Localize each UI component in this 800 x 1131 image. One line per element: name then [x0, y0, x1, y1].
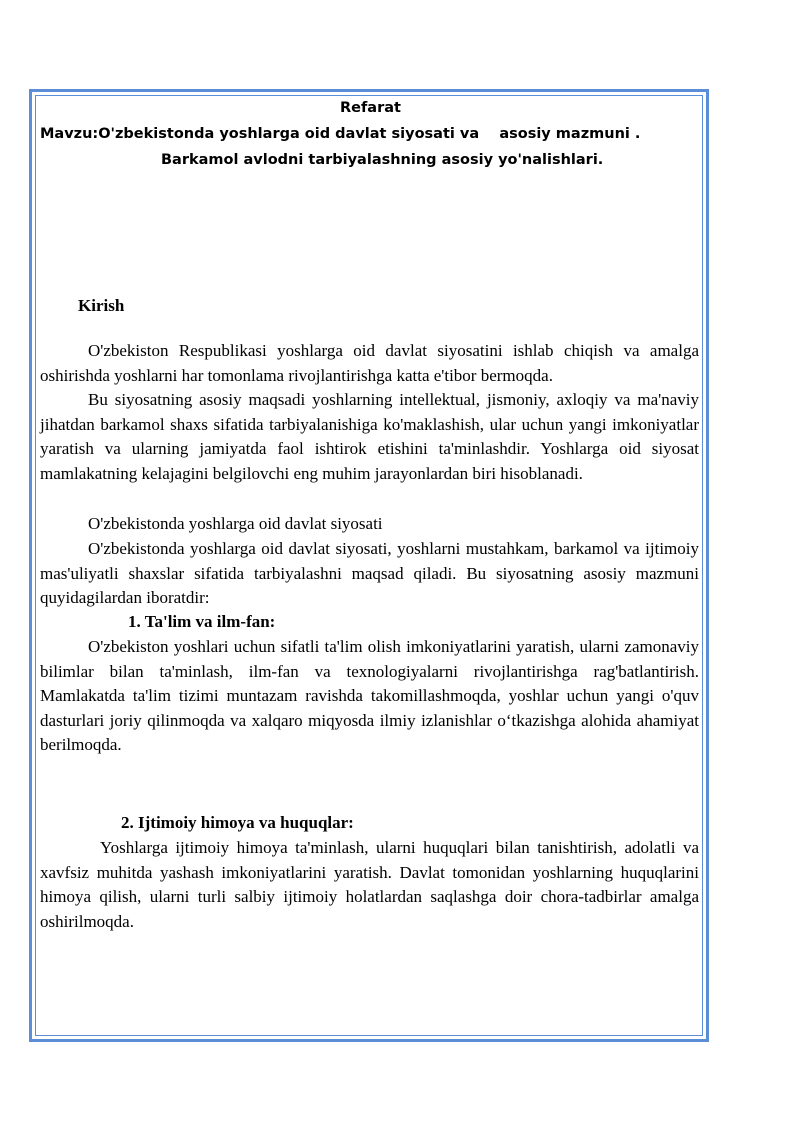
paragraph-1: O'zbekiston Respublikasi yoshlarga oid davlat siyosatini ishlab chiqish va amalga oshirishda yoshlarni har tomonlama rivojlantirishga katta e'tibor bermoqda. — [40, 341, 699, 385]
paragraph-3: O'zbekistonda yoshlarga oid davlat siyosati — [88, 514, 383, 533]
section-1-heading: 1. Ta'lim va ilm-fan: — [128, 612, 276, 631]
paragraph-4: O'zbekistonda yoshlarga oid davlat siyosati, yoshlarni mustahkam, barkamol va ijtimoiy mas'uliyatli shaxslar sifatida tarbiyalashni maqsad qiladi. Bu siyosatning asosiy mazmuni quyidagilardan iboratdir: — [40, 539, 699, 608]
topic-line: Mavzu:O'zbekistonda yoshlarga oid davlat siyosati va asosiy mazmuni . — [40, 126, 641, 142]
paragraph-5: O'zbekiston yoshlari uchun sifatli ta'lim olish imkoniyatlarini yaratish, ularni zamonaviy bilimlar bilan ta'minlash, ilm-fan va texnologiyalarni rivojlantirishga rag'batlantirish. Mamlakatda ta'lim tizimi muntazam ravishda takomillashmoqda, yoshlar uchun yangi o'quv dasturlari joriy qilinmoqda va xalqaro miqyosda ilmiy izlanishlar o‘tkazishga alohida ahamiyat berilmoqda. — [40, 637, 699, 755]
paragraph-2: Bu siyosatning asosiy maqsadi yoshlarning intellektual, jismoniy, axloqiy va ma'naviy jihatdan barkamol shaxs sifatida tarbiyalanishiga ko'maklashish, ular uchun yangi imkoniyatlar yaratish va ularning jamiyatda faol ishtirok etishini ta'minlashdir. Yoshlarga oid siyosat mamlakatning kelajagini belgilovchi eng muhim jarayonlardan biri hisoblanadi. — [40, 390, 699, 483]
doc-title: Refarat — [340, 100, 401, 116]
intro-heading: Kirish — [78, 296, 125, 315]
section-2-heading: 2. Ijtimoiy himoya va huquqlar: — [121, 813, 354, 832]
topic-subtitle: Barkamol avlodni tarbiyalashning asosiy yo'nalishlari. — [161, 152, 604, 168]
paragraph-6: Yoshlarga ijtimoiy himoya ta'minlash, ularni huquqlari bilan tanishtirish, adolatli va xavfsiz muhitda yashash imkoniyatlarini yaratish. Davlat tomonidan yoshlarning huquqlarini himoya qilish, ularni turli salbiy ijtimoiy holatlardan saqlashga doir chora-tadbirlar amalga oshirilmoqda. — [40, 838, 699, 931]
